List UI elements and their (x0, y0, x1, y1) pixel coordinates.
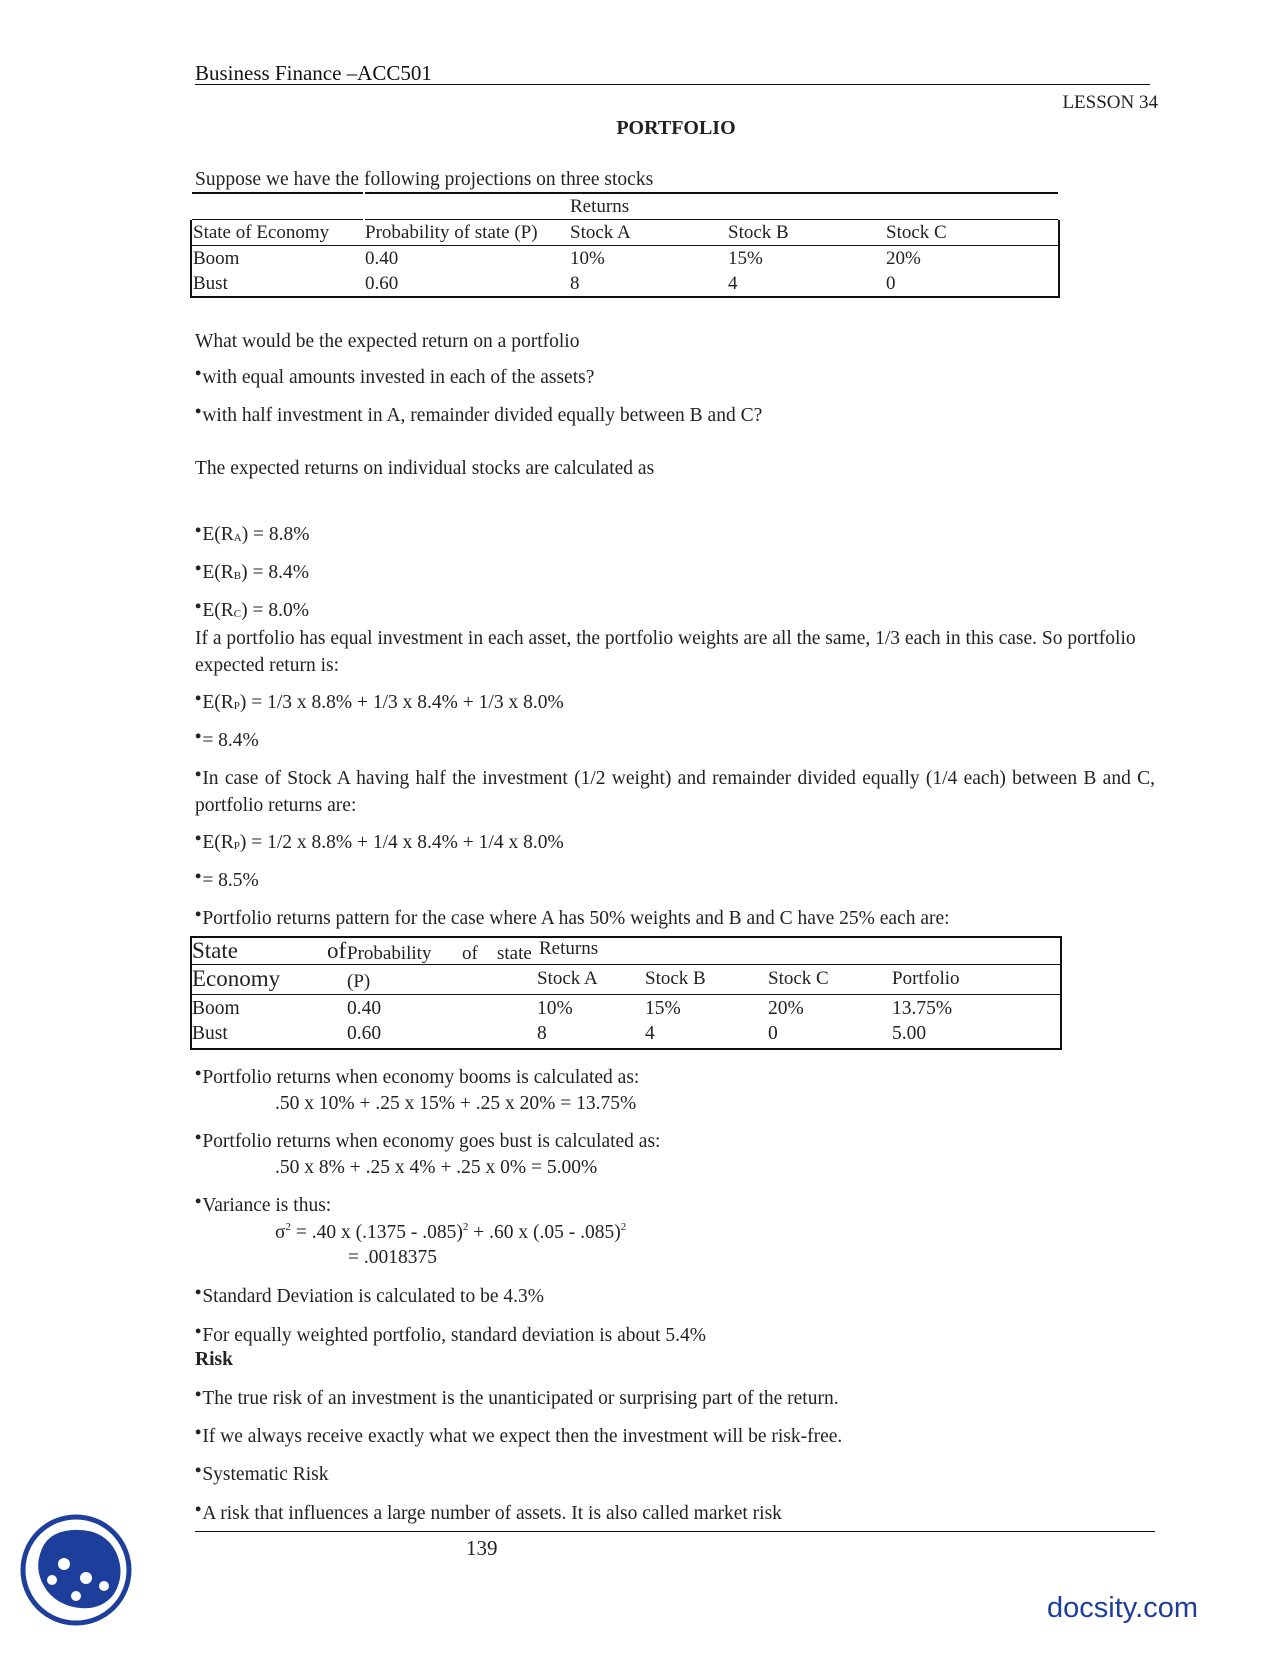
table-cell: 20% (768, 998, 804, 1019)
risk-item: • If we always receive exactly what we expect then the investment will be risk-free. (195, 1423, 1155, 1450)
table-cell: 20% (886, 248, 921, 269)
std-dev-equal-text: • For equally weighted portfolio, standard deviation is about 5.4% (195, 1322, 1155, 1349)
std-dev-text: • Standard Deviation is calculated to be 4.3% (195, 1283, 1155, 1310)
boom-lead: • Portfolio returns when economy booms is calculated as: (195, 1064, 1155, 1091)
variance-formula: $\sigma^2 = .40$ x (.1375 - .085)$^2$ + .60 x (.05 - .085)$^2$ (275, 1221, 627, 1243)
risk-item: • The true risk of an investment is the unanticipated or surprising part of the return. (195, 1385, 1155, 1412)
table-cell: 10% (570, 248, 605, 269)
bust-formula: .50 x 8% + .25 x 4% + .25 x 0% = 5.00% (275, 1157, 598, 1178)
portfolio-table (190, 936, 1062, 1050)
table-cell: Boom (192, 998, 240, 1019)
column-header: of (327, 938, 347, 963)
table-cell: 15% (728, 248, 763, 269)
table-cell: 0.60 (365, 273, 399, 294)
table-group-header (191, 193, 1059, 220)
table-cell: 0.60 (347, 1023, 382, 1044)
table-column-header (191, 220, 1059, 246)
column-header: Stock C (768, 968, 829, 989)
table-row (191, 246, 1059, 272)
table-rule (192, 994, 1060, 995)
column-header: Stock B (728, 222, 789, 243)
projections-table (190, 192, 1060, 298)
column-header: Probability of state (P) (365, 222, 538, 243)
risk-heading: Risk (195, 1349, 233, 1370)
column-header: Stock C (886, 222, 947, 243)
intro-text: Suppose we have the following projections on three stocks (195, 169, 654, 190)
table-cell: 10% (537, 998, 573, 1019)
question-item: • with equal amounts invested in each of the assets? (195, 364, 1155, 391)
table-cell: Bust (192, 1023, 228, 1044)
lesson-label: LESSON 34 (1062, 92, 1158, 113)
table-cell: 13.75% (892, 998, 953, 1019)
footer-rule (195, 1531, 1155, 1532)
expected-item: • $E(R_C) = 8.0\%$ (195, 597, 1155, 628)
half-formula: • $E(R_P) = 1/2$ x 8.8% + 1/4 x 8.4% + 1/4 x 8.0% (195, 829, 1155, 860)
table-cell: 8 (537, 1023, 547, 1044)
equal-result: • = 8.4% (195, 727, 1155, 754)
column-header: Probability (347, 943, 432, 964)
table-cell: 0.40 (365, 248, 399, 269)
variance-result: = .0018375 (348, 1247, 437, 1268)
equal-weight-text: If a portfolio has equal investment in each asset, the portfolio weights are all the same, 1/3 each in this case. So portfolio expected return is: (195, 628, 1136, 676)
returns-header: Returns (570, 196, 630, 217)
table-cell: 5.00 (892, 1023, 927, 1044)
half-result: • = 8.5% (195, 867, 1155, 894)
header-rule (195, 84, 1150, 85)
column-header: state (497, 943, 532, 964)
variance-lead: • Variance is thus: (195, 1192, 1155, 1219)
pattern-lead: • Portfolio returns pattern for the case where A has 50% weights and B and C have 25% each are: (195, 905, 1155, 932)
table-cell: 15% (645, 998, 681, 1019)
column-header: of (462, 943, 478, 964)
expected-item: • $E(R_B) = 8.4\%$ (195, 559, 1155, 590)
table-cell: 8 (570, 273, 580, 294)
docsity-logo-icon (20, 1514, 132, 1626)
table-cell: 0 (886, 273, 896, 294)
question-lead: What would be the expected return on a portfolio (195, 331, 580, 352)
expected-item: • $E(R_A) = 8.8\%$ (195, 521, 1155, 552)
bust-lead: • Portfolio returns when economy goes bust is calculated as: (195, 1128, 1155, 1155)
table-cell: 0.40 (347, 998, 382, 1019)
column-header: Stock B (645, 968, 706, 989)
column-header: (P) (347, 971, 371, 992)
column-header: State of Economy (193, 222, 330, 243)
column-header: Stock A (537, 968, 598, 989)
question-item: • with half investment in A, remainder divided equally between B and C? (195, 402, 1155, 429)
risk-item: • A risk that influences a large number of assets. It is also called market risk (195, 1500, 1155, 1527)
returns-header: Returns (539, 938, 599, 959)
table-cell: 4 (728, 273, 738, 294)
half-weight-text: • In case of Stock A having half the investment (1/2 weight) and remainder divided equally (1/4 each) between B and C, portfolio returns are: (195, 765, 1155, 819)
table-row (191, 271, 1059, 297)
expected-lead: The expected returns on individual stocks are calculated as (195, 458, 655, 479)
course-title: Business Finance –ACC501 (195, 61, 432, 85)
column-header: Economy (192, 966, 281, 991)
column-header: State (192, 938, 238, 963)
table-cell: 0 (768, 1023, 778, 1044)
page-title: PORTFOLIO (616, 117, 736, 139)
page-number: 139 (466, 1536, 498, 1560)
table-cell: 4 (645, 1023, 655, 1044)
table-cell: Boom (193, 248, 240, 269)
table-rule (192, 964, 1060, 965)
risk-item: • Systematic Risk (195, 1461, 1155, 1488)
table-cell: Bust (193, 273, 228, 294)
column-header: Portfolio (892, 968, 960, 989)
equal-formula: • $E(R_P) = 1/3$ x 8.8% + 1/3 x 8.4% + 1/3 x 8.0% (195, 689, 1155, 720)
boom-formula: .50 x 10% + .25 x 15% + .25 x 20% = 13.75% (275, 1093, 637, 1114)
column-header: Stock A (570, 222, 631, 243)
brand-link[interactable]: docsity.com (1047, 1592, 1198, 1624)
